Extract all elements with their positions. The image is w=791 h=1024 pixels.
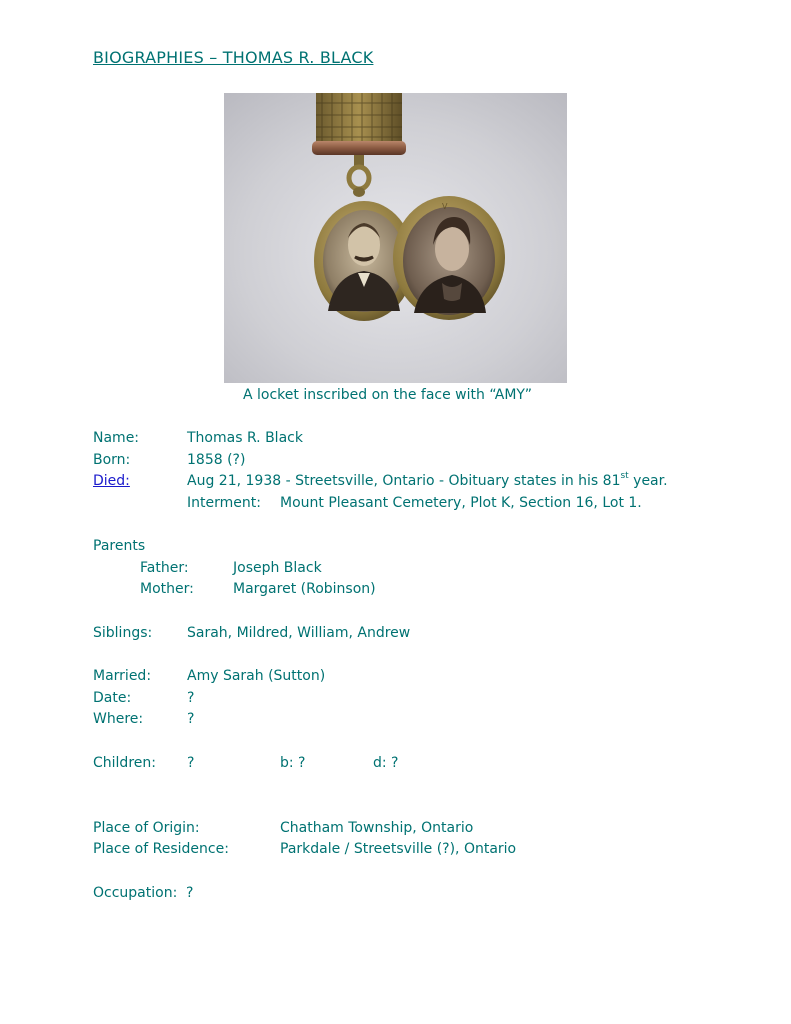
- died-value-ordinal: st: [620, 471, 629, 482]
- died-value-text: Aug 21, 1938 - Streetsville, Ontario - Obituary states in his 81: [187, 473, 621, 489]
- name-label: Name:: [93, 430, 140, 446]
- where-value: ?: [187, 711, 195, 727]
- children-value: ?: [187, 755, 195, 771]
- page-title: BIOGRAPHIES – THOMAS R. BLACK: [93, 48, 374, 67]
- origin-value: Chatham Township, Ontario: [280, 820, 474, 836]
- residence-value: Parkdale / Streetsville (?), Ontario: [280, 841, 517, 857]
- locket-photo: [224, 93, 567, 383]
- where-label: Where:: [93, 711, 144, 727]
- father-value: Joseph Black: [233, 560, 322, 576]
- origin-label: Place of Origin:: [93, 820, 200, 836]
- interment-value: Mount Pleasant Cemetery, Plot K, Section 16, Lot 1.: [280, 495, 642, 511]
- occupation-value: ?: [186, 885, 194, 901]
- svg-text:V: V: [442, 202, 448, 211]
- children-died: d: ?: [373, 755, 399, 771]
- photo-caption: A locket inscribed on the face with “AMY”: [243, 387, 532, 403]
- died-value-tail: year.: [628, 473, 668, 489]
- died-value: [187, 472, 668, 490]
- married-label: Married:: [93, 668, 152, 684]
- children-label: Children:: [93, 755, 156, 771]
- died-link[interactable]: Died:: [93, 473, 130, 489]
- residence-label: Place of Residence:: [93, 841, 229, 857]
- born-value: 1858 (?): [187, 452, 246, 468]
- interment-label: Interment:: [187, 495, 261, 511]
- mother-label: Mother:: [140, 581, 194, 597]
- locket-image: [224, 93, 567, 383]
- date-label: Date:: [93, 690, 132, 706]
- name-value: Thomas R. Black: [187, 430, 303, 446]
- children-born: b: ?: [280, 755, 306, 771]
- father-label: Father:: [140, 560, 189, 576]
- occupation-label: Occupation:: [93, 885, 178, 901]
- parents-label: Parents: [93, 538, 146, 554]
- mother-value: Margaret (Robinson): [233, 581, 376, 597]
- born-label: Born:: [93, 452, 131, 468]
- siblings-value: Sarah, Mildred, William, Andrew: [187, 625, 411, 641]
- married-value: Amy Sarah (Sutton): [187, 668, 326, 684]
- siblings-label: Siblings:: [93, 625, 153, 641]
- date-value: ?: [187, 690, 195, 706]
